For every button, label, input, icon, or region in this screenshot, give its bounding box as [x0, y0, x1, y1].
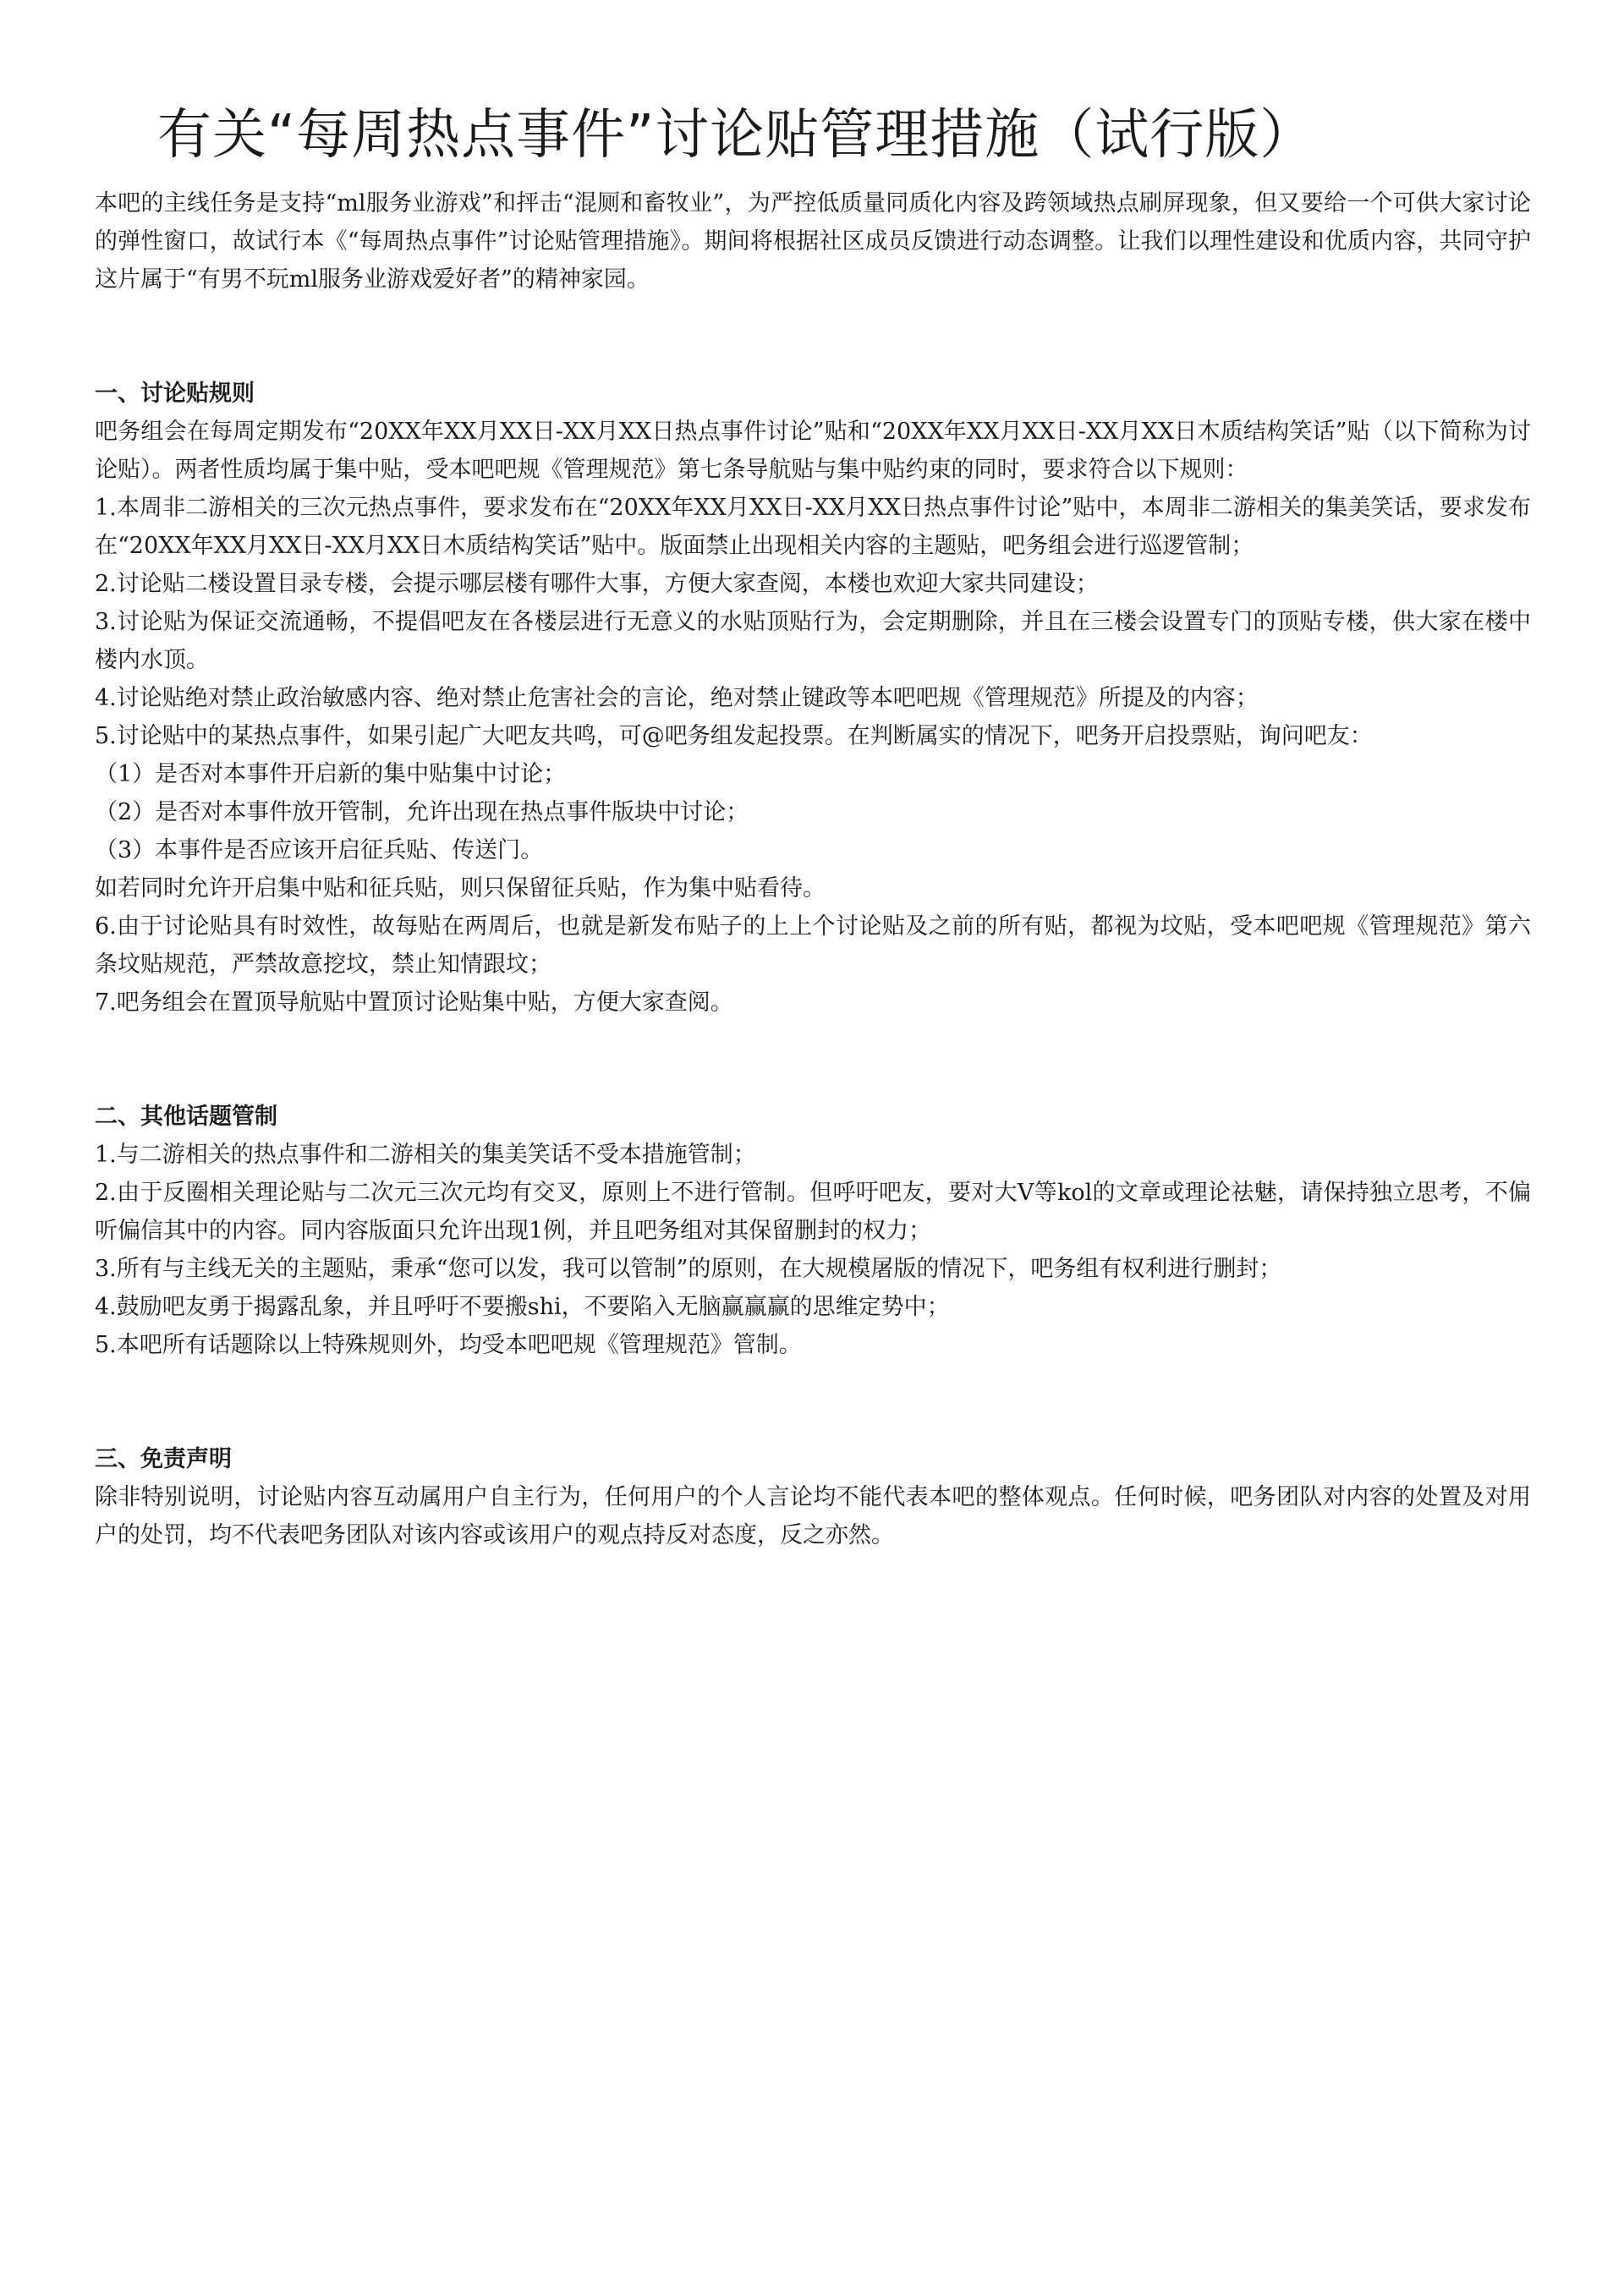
section-discussion-rules [95, 375, 1531, 1022]
vote-option: （1）是否对本事件开启新的集中贴集中讨论； [95, 761, 567, 787]
rule-item: 1.本周非二游相关的三次元热点事件，要求发布在“20XX年XX月XX日-XX月XX日热点事件讨论”贴中，本周非二游相关的集美笑话，要求发布在“20XX年XX月XX日-XX月XX日木质结构笑话”贴中。版面禁止出现相关内容的主题贴，吧务组会进行巡逻管制； [95, 495, 1531, 559]
rule-item: 3.所有与主线无关的主题贴，秉承“您可以发，我可以管制”的原则，在大规模屠版的情况下，吧务组有权利进行删封； [95, 1256, 1282, 1282]
section-heading: 一、讨论贴规则 [95, 381, 255, 407]
rule-item: 4.鼓励吧友勇于揭露乱象，并且呼吁不要搬shi，不要陷入无脑赢赢赢的思维定势中； [95, 1294, 950, 1320]
rule-item: 5.讨论贴中的某热点事件，如果引起广大吧友共鸣，可@吧务组发起投票。在判断属实的情况下，吧务开启投票贴，询问吧友： [95, 723, 1373, 749]
rule-item: 7.吧务组会在置顶导航贴中置顶讨论贴集中贴，方便大家查阅。 [95, 989, 733, 1016]
disclaimer-paragraph: 除非特别说明，讨论贴内容互动属用户自主行为，任何用户的个人言论均不能代表本吧的整体观点。任何时候，吧务团队对内容的处置及对用户的处罚，均不代表吧务团队对该内容或该用户的观点持反对态度，反之亦然。 [95, 1484, 1531, 1548]
rule-item: 5.本吧所有话题除以上特殊规则外，均受本吧吧规《管理规范》管制。 [95, 1332, 802, 1358]
vote-option: （2）是否对本事件放开管制，允许出现在热点事件版块中讨论； [95, 799, 749, 825]
document-title: 有关“每周热点事件”讨论贴管理措施（试行版） [157, 104, 1315, 167]
rule-item: 2.由于反圈相关理论贴与二次元三次元均有交叉，原则上不进行管制。但呼吁吧友，要对大V等kol的文章或理论祛魅，请保持独立思考，不偏听偏信其中的内容。同内容版面只允许出现1例，并且吧务组对其保留删封的权力； [95, 1180, 1531, 1244]
rule-item: 6.由于讨论贴具有时效性，故每贴在两周后，也就是新发布贴子的上上个讨论贴及之前的所有贴，都视为坟贴，受本吧吧规《管理规范》第六条坟贴规范，严禁故意挖坟，禁止知情跟坟； [95, 913, 1531, 978]
paragraph: 吧务组会在每周定期发布“20XX年XX月XX日-XX月XX日热点事件讨论”贴和“20XX年XX月XX日-XX月XX日木质结构笑话”贴（以下简称为讨论贴）。两者性质均属于集中贴，受本吧吧规《管理规范》第七条导航贴与集中贴约束的同时，要求符合以下规则： [95, 419, 1531, 483]
rule-item: 4.讨论贴绝对禁止政治敏感内容、绝对禁止危害社会的言论，绝对禁止键政等本吧吧规《管理规范》所提及的内容； [95, 685, 1259, 711]
intro-paragraph: 本吧的主线任务是支持“ml服务业游戏”和抨击“混厕和畜牧业”，为严控低质量同质化内容及跨领域热点刷屏现象，但又要给一个可供大家讨论的弹性窗口，故试行本《“每周热点事件”讨论贴管理措施》。期间将根据社区成员反馈进行动态调整。让我们以理性建设和优质内容，共同守护这片属于“有男不玩ml服务业游戏爱好者”的精神家园。 [95, 190, 1531, 293]
paragraph: 如若同时允许开启集中贴和征兵贴，则只保留征兵贴，作为集中贴看待。 [95, 875, 826, 901]
rule-item: 1.与二游相关的热点事件和二游相关的集美笑话不受本措施管制； [95, 1142, 756, 1168]
section-disclaimer [95, 1440, 1531, 1554]
rule-item: 3.讨论贴为保证交流通畅，不提倡吧友在各楼层进行无意义的水贴顶贴行为，会定期删除，并且在三楼会设置专门的顶贴专楼，供大家在楼中楼内水顶。 [95, 609, 1531, 673]
section-heading: 三、免责声明 [95, 1446, 232, 1472]
section-heading: 二、其他话题管制 [95, 1104, 277, 1130]
vote-option: （3）本事件是否应该开启征兵贴、传送门。 [95, 837, 544, 863]
section-other-topics [95, 1098, 1531, 1364]
rule-item: 2.讨论贴二楼设置目录专楼，会提示哪层楼有哪件大事，方便大家查阅，本楼也欢迎大家共同建设； [95, 571, 1099, 597]
